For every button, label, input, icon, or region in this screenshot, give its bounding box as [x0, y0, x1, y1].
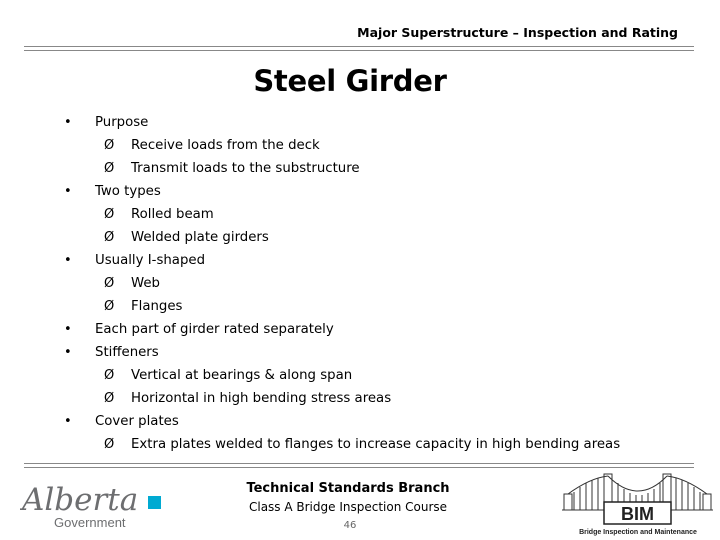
- bim-acronym: BIM: [621, 504, 654, 524]
- arrow-bullet-icon: Ø: [104, 230, 115, 245]
- bim-tagline: Bridge Inspection and Maintenance: [579, 529, 697, 536]
- bullet-icon: •: [64, 414, 72, 429]
- alberta-wordmark: Alberta: [22, 482, 139, 518]
- arrow-bullet-icon: Ø: [104, 299, 115, 314]
- arrow-bullet-icon: Ø: [104, 368, 115, 383]
- page-number: 46: [343, 520, 357, 531]
- slide-title: Steel Girder: [253, 64, 447, 98]
- header-rule: [24, 46, 694, 51]
- sub-list-item: Welded plate girders: [131, 230, 269, 245]
- list-item: Purpose: [95, 115, 149, 130]
- list-item: Cover plates: [95, 414, 179, 429]
- list-item: Each part of girder rated separately: [95, 322, 334, 337]
- sub-list-item: Rolled beam: [131, 207, 214, 222]
- sub-list-item: Horizontal in high bending stress areas: [131, 391, 392, 406]
- sub-list-item: Flanges: [131, 299, 183, 314]
- bullet-icon: •: [64, 115, 72, 130]
- sub-list-item: Receive loads from the deck: [131, 138, 320, 153]
- list-item: Two types: [95, 184, 161, 199]
- sub-list-item: Extra plates welded to flanges to increase capacity in high bending areas: [131, 437, 621, 452]
- bullet-icon: •: [64, 322, 72, 337]
- bullet-icon: •: [64, 253, 72, 268]
- arrow-bullet-icon: Ø: [104, 391, 115, 406]
- list-item: Usually I-shaped: [95, 253, 206, 268]
- header-title: Major Superstructure – Inspection and Rating: [357, 25, 678, 40]
- footer-branch: Technical Standards Branch: [246, 481, 450, 496]
- footer-course: Class A Bridge Inspection Course: [248, 500, 448, 514]
- sub-list-item: Web: [131, 276, 160, 291]
- arrow-bullet-icon: Ø: [104, 161, 115, 176]
- arrow-bullet-icon: Ø: [104, 276, 115, 291]
- arrow-bullet-icon: Ø: [104, 437, 115, 452]
- sub-list-item: Transmit loads to the substructure: [131, 161, 360, 176]
- government-label: Government: [54, 515, 126, 530]
- list-item: Stiffeners: [95, 345, 159, 360]
- bim-logo: [560, 466, 715, 538]
- bullet-icon: •: [64, 345, 72, 360]
- arrow-bullet-icon: Ø: [104, 207, 115, 222]
- arrow-bullet-icon: Ø: [104, 138, 115, 153]
- sub-list-item: Vertical at bearings & along span: [131, 368, 353, 383]
- bullet-icon: •: [64, 184, 72, 199]
